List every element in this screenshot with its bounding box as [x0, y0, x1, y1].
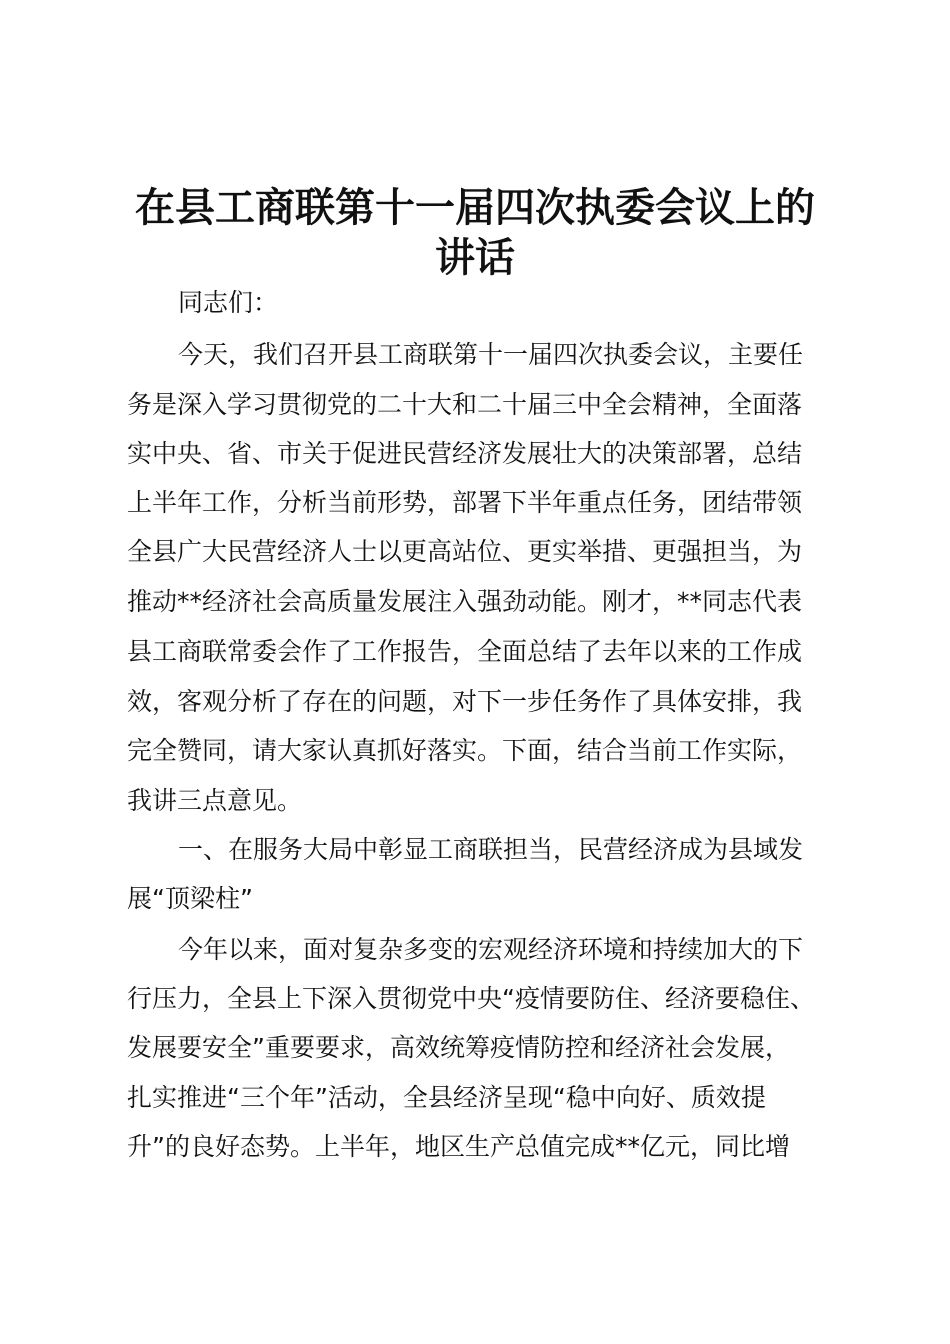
paragraph-line: 全县广大民营经济人士以更高站位、更实举措、更强担当，为 [127, 537, 803, 566]
section-heading-line: 展“顶梁柱” [127, 884, 253, 913]
paragraph-line: 县工商联常委会作了工作报告，全面总结了去年以来的工作成 [127, 637, 803, 666]
paragraph-line: 我讲三点意见。 [127, 786, 303, 815]
document-title-line-2: 讲话 [435, 235, 515, 281]
salutation: 同志们： [178, 288, 279, 317]
paragraph-line: 升”的良好态势。上半年，地区生产总值完成**亿元，同比增 [127, 1132, 790, 1161]
paragraph-line: 实中央、省、市关于促进民营经济发展壮大的决策部署，总结 [127, 439, 803, 468]
paragraph-line: 行压力，全县上下深入贯彻党中央“疫情要防住、经济要稳住、 [127, 984, 815, 1013]
paragraph-line: 推动**经济社会高质量发展注入强劲动能。刚才，**同志代表 [127, 587, 803, 616]
paragraph-line: 扎实推进“三个年”活动，全县经济呈现“稳中向好、质效提 [127, 1083, 766, 1112]
section-heading-line: 一、在服务大局中彰显工商联担当，民营经济成为县域发 [178, 835, 804, 864]
paragraph-line: 完全赞同，请大家认真抓好落实。下面，结合当前工作实际， [127, 736, 803, 765]
paragraph-line: 上半年工作，分析当前形势，部署下半年重点任务，团结带领 [127, 488, 803, 517]
paragraph-line: 务是深入学习贯彻党的二十大和二十届三中全会精神，全面落 [127, 390, 803, 419]
document-title-line-1: 在县工商联第十一届四次执委会议上的 [135, 185, 815, 231]
paragraph-line: 今年以来，面对复杂多变的宏观经济环境和持续加大的下 [178, 935, 804, 964]
paragraph-line: 今天，我们召开县工商联第十一届四次执委会议，主要任 [178, 340, 804, 369]
paragraph-line: 效，客观分析了存在的问题，对下一步任务作了具体安排，我 [127, 687, 803, 716]
paragraph-line: 发展要安全”重要要求，高效统筹疫情防控和经济社会发展， [127, 1033, 790, 1062]
